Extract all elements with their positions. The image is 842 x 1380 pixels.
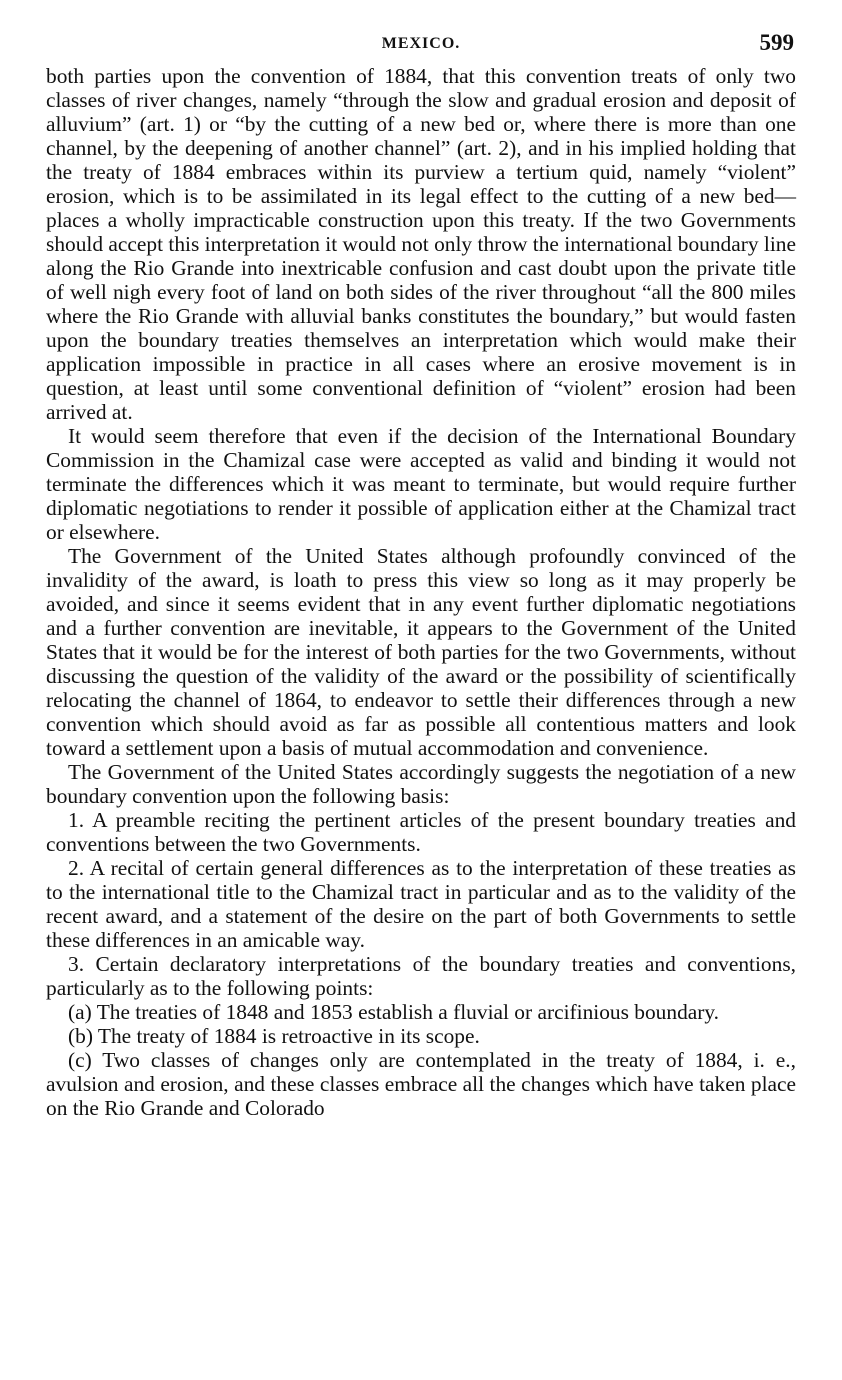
running-head: [46, 0, 796, 64]
paragraph-continuation: both parties upon the convention of 1884, that this convention treats of only two classes of river changes, namely “through the slow and gradual erosion and deposit of alluvium” (art. 1) or “by the cutting of a new bed or, where there is more than one channel, by the deepening of another channel” (art. 2), and in his implied holding that the treaty of 1884 embraces within its purview a tertium quid, namely “violent” erosion, which is to be assimilated in its legal effect to the cutting of a new bed—places a wholly impracticable construction upon this treaty. If the two Governments should accept this interpretation it would not only throw the international boundary line along the Rio Grande into inextricable confusion and cast doubt upon the private title of well nigh every foot of land on both sides of the river throughout “all the 800 miles where the Rio Grande with alluvial banks constitutes the boundary,” but would fasten upon the boundary treaties themselves an interpretation which would make their application impossible in practice in all cases where an erosive movement is in question, at least until some conventional definition of “violent” erosion had been arrived at.: [46, 64, 796, 424]
page-number: 599: [759, 30, 794, 55]
paragraph-proposal-intro: The Government of the United States accordingly suggests the negotiation of a new boundary convention upon the following basis:: [46, 760, 796, 808]
body-text: [46, 64, 796, 1120]
running-title: MEXICO.: [381, 35, 461, 52]
sub-item-c: (c) Two classes of changes only are contemplated in the treaty of 1884, i. e., avulsion and erosion, and these classes embrace all the changes which have taken place on the Rio Grande and Colorado: [46, 1048, 796, 1120]
list-item-1: 1. A preamble reciting the pertinent articles of the present boundary treaties and conventions between the two Governments.: [46, 808, 796, 856]
paragraph-decision-effect: It would seem therefore that even if the decision of the International Boundary Commission in the Chamizal case were accepted as valid and binding it would not terminate the differences which it was meant to terminate, but would require further diplomatic negotiations to render it possible of application either at the Chamizal tract or elsewhere.: [46, 424, 796, 544]
list-item-3: 3. Certain declaratory interpretations of the boundary treaties and conventions, particularly as to the following points:: [46, 952, 796, 1000]
sub-item-b: (b) The treaty of 1884 is retroactive in its scope.: [68, 1024, 480, 1048]
sub-item-a: (a) The treaties of 1848 and 1853 establish a fluvial or arcifinious boundary.: [68, 1000, 720, 1024]
paragraph-us-position: The Government of the United States although profoundly convinced of the invalidity of the award, is loath to press this view so long as it may properly be avoided, and since it seems evident that in any event further diplomatic negotiations and a further convention are inevitable, it appears to the Government of the United States that it would be for the interest of both parties for the two Governments, without discussing the question of the validity of the award or the possibility of scientifically relocating the channel of 1864, to endeavor to settle their differences through a new convention which should avoid as far as possible all contentious matters and look toward a settlement upon a basis of mutual accommodation and convenience.: [46, 544, 796, 760]
list-item-2: 2. A recital of certain general differences as to the interpretation of these treaties as to the international title to the Chamizal tract in particular and as to the validity of the recent award, and a statement of the desire on the part of both Governments to settle these differences in an amicable way.: [46, 856, 796, 952]
